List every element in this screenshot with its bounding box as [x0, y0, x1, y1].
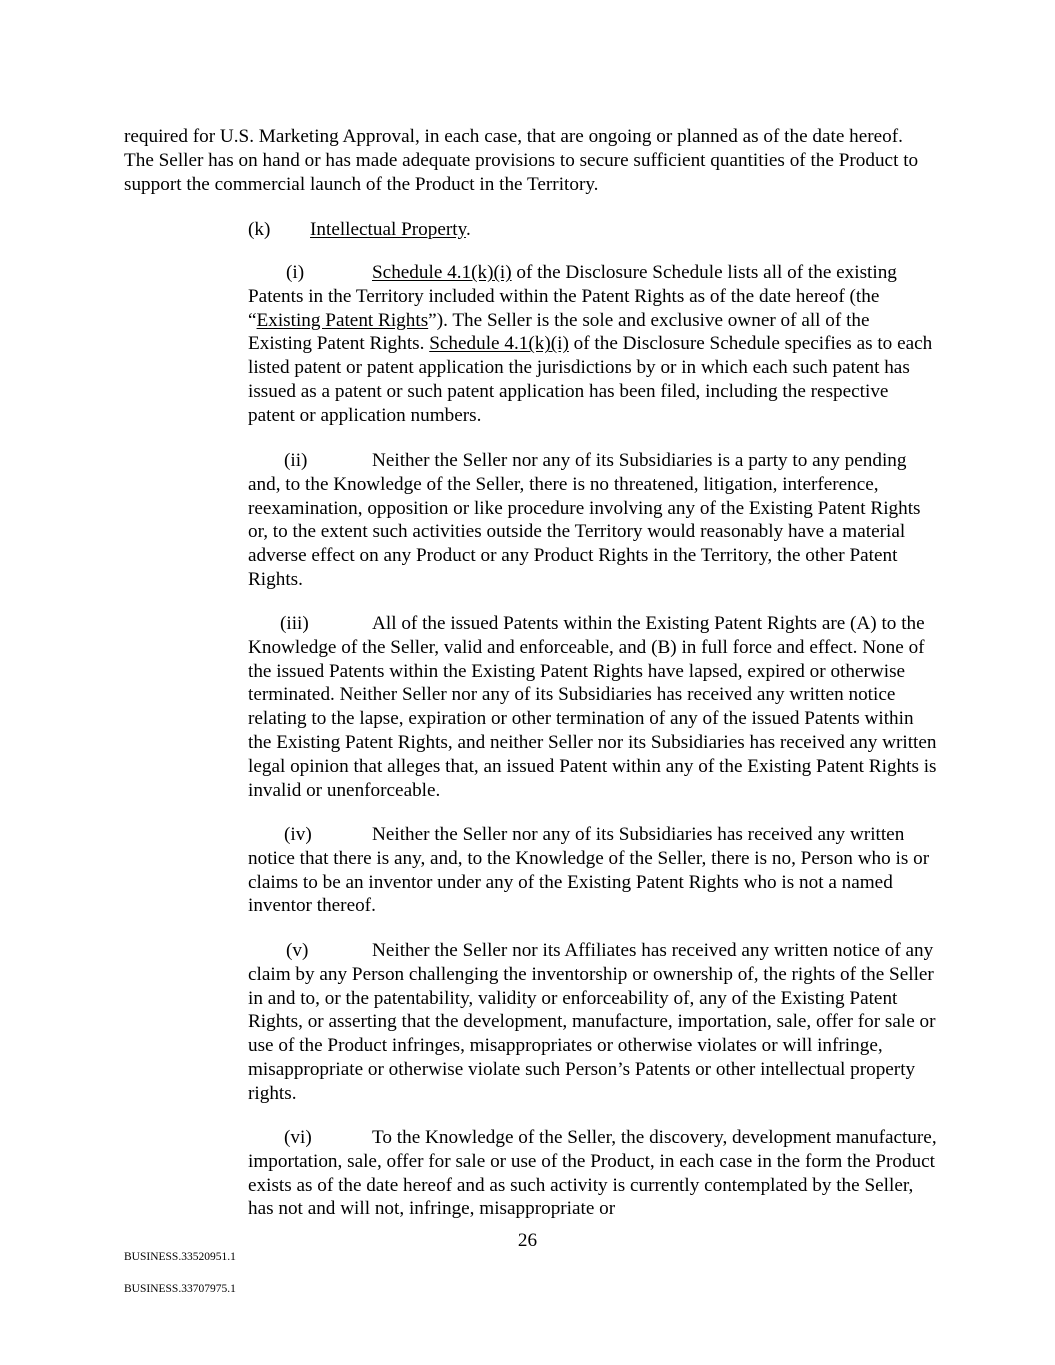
clause-text: Neither the Seller nor any of its Subsidiaries has received any written notice that there is any, and, to the Knowledge of the Seller, there is no, Person who is or claims to be an inventor under any of the Existing Patent Rights who is not a named inventor thereof. [248, 824, 930, 917]
clause-number: (iii) [280, 613, 309, 634]
clause-text: of the Disclosure Schedule specifies as to each listed patent or patent application the jurisdictions by or in which each such patent has issued as a patent or such patent application has been filed, including the respective patent or application numbers. [248, 333, 933, 426]
clause-number: (vi) [284, 1127, 312, 1148]
clause-v [248, 939, 938, 1106]
clause-text: Neither the Seller nor its Affiliates has received any written notice of any claim by any Person challenging the inventorship or ownership of, the rights of the Seller in and to, or the patentability, validity or enforceability of, any of the Existing Patent Rights, or asserting that the development, manufacture, importation, sale, offer for sale or use of the Product infringes, misappropriates or otherwise violates or will infringe, misappropriate or otherwise violate such Person’s Patents or other intellectual property rights. [248, 940, 936, 1104]
clause-iii [248, 612, 938, 802]
clause-text: ”). The Seller is the sole and exclusive owner of all of the Existing Patent Rights. [248, 309, 870, 355]
schedule-reference: Schedule 4.1(k)(i) [372, 262, 512, 283]
footer-document-id: BUSINESS.33520951.1 [124, 1251, 236, 1263]
clause-text: To the Knowledge of the Seller, the discovery, development manufacture, importation, sale, offer for sale or use of the Product, in each case in the form the Product exists as of the date hereof and as such activity is currently contemplated by the Seller, has not and will not, infringe, misappropriate or [248, 1127, 937, 1220]
page-number: 26 [517, 1230, 538, 1251]
footer-document-id: BUSINESS.33707975.1 [124, 1283, 236, 1295]
clause-text: All of the issued Patents within the Existing Patent Rights are (A) to the Knowledge of the Seller, valid and enforceable, and (B) in full force and effect. None of the issued Patents within the Existing Patent Rights have lapsed, expired or otherwise terminated. Neither Seller nor any of its Subsidiaries has received any written notice relating to the lapse, expiration or other termination of any of the issued Patents within the Existing Patent Rights, and neither Seller nor its Subsidiaries has received any written legal opinion that alleges that, an issued Patent within any of the Existing Patent Rights is invalid or unenforceable. [248, 613, 937, 801]
clause-number: (iv) [284, 824, 312, 845]
schedule-reference: Schedule 4.1(k)(i) [429, 333, 569, 355]
clause-iv [248, 823, 938, 918]
intro-paragraph: required for U.S. Marketing Approval, in each case, that are ongoing or planned as of the date hereof. The Seller has on hand or has made adequate provisions to secure sufficient quantities of the Product to support the commercial launch of the Product in the Territory. [124, 126, 919, 195]
section-heading-intellectual-property [248, 218, 928, 242]
clause-text: of the Disclosure Schedule lists all of the existing Patents in the Territory included within the Patent Rights as of the date hereof (the “ [248, 262, 897, 331]
section-title-suffix: . [465, 219, 471, 240]
section-number: (k) [248, 219, 271, 240]
clause-i [248, 261, 938, 428]
defined-term: Existing Patent Rights [256, 309, 429, 331]
clause-ii [248, 449, 938, 592]
clause-number: (v) [286, 940, 309, 961]
clause-number: (ii) [284, 450, 308, 471]
clause-vi [248, 1126, 938, 1221]
clause-number: (i) [286, 262, 305, 283]
section-title: Intellectual Property [310, 219, 466, 240]
clause-text: Neither the Seller nor any of its Subsidiaries is a party to any pending and, to the Knowledge of the Seller, there is no threatened, litigation, interference, reexamination, opposition or like procedure involving any of the Existing Patent Rights or, to the extent such activities outside the Territory would reasonably have a material adverse effect on any Product or any Product Rights in the Territory, the other Patent Rights. [248, 450, 921, 590]
